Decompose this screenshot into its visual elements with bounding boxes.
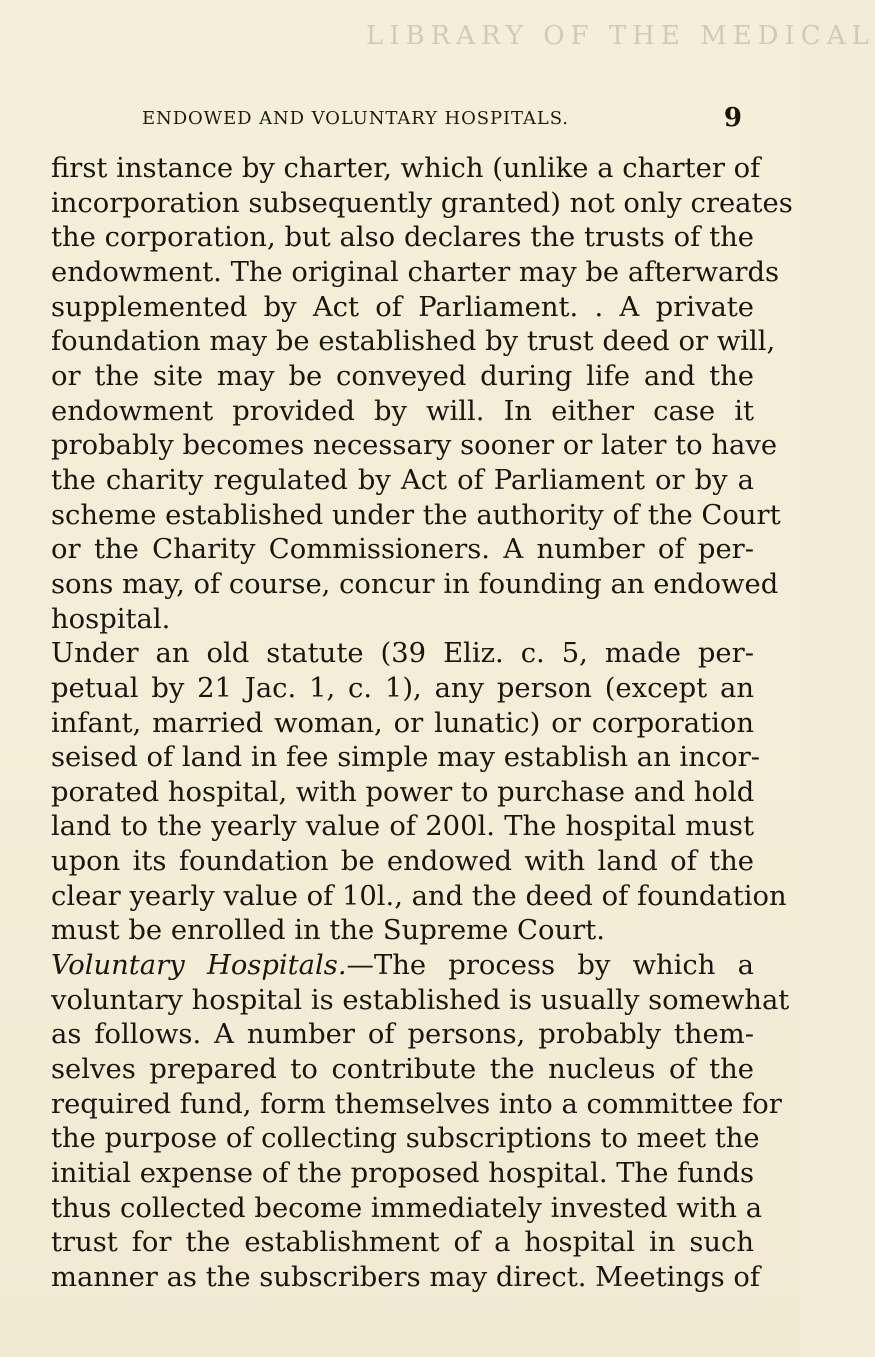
- text-line: infant, married woman, or lunatic) or corporation: [51, 707, 754, 739]
- text-line: porated hospital, with power to purchase and hold: [51, 776, 755, 808]
- text-line: scheme established under the authority of the Court: [51, 499, 781, 531]
- text-line: thus collected become immediately invested with a: [51, 1192, 763, 1224]
- library-stamp: LIBRARY OF THE MEDICAL: [366, 21, 875, 51]
- text-line: incorporation subsequently granted) not only creates: [51, 187, 793, 219]
- text-line: or the site may be conveyed during life and the: [51, 360, 754, 392]
- text-line: petual by 21 Jac. 1, c. 1), any person (except an: [51, 672, 754, 704]
- text-line: foundation may be established by trust deed or will,: [51, 326, 776, 358]
- text-line: endowment provided by will. In either case it: [51, 395, 754, 427]
- section-heading: Voluntary Hospitals.: [51, 950, 347, 982]
- body-text: [51, 152, 793, 1296]
- text-line: required fund, form themselves into a committee for: [51, 1088, 782, 1120]
- text-line: upon its foundation be endowed with land of the: [51, 846, 754, 878]
- text-line: or the Charity Commissioners. A number of per-: [51, 534, 754, 566]
- text-line: initial expense of the proposed hospital. The funds: [51, 1158, 755, 1190]
- running-head: [142, 102, 742, 134]
- text-line: selves prepared to contribute the nucleus of the: [51, 1054, 754, 1086]
- text-line: must be enrolled in the Supreme Court.: [51, 915, 605, 947]
- text-line: trust for the establishment of a hospital in such: [51, 1227, 754, 1259]
- text-line: first instance by charter, which (unlike a charter of: [51, 153, 761, 184]
- running-head-title: ENDOWED AND VOLUNTARY HOSPITALS.: [142, 107, 569, 129]
- text-line: the charity regulated by Act of Parliament or by a: [51, 464, 754, 496]
- text-line: as follows. A number of persons, probably them-: [51, 1019, 754, 1051]
- text-line: supplemented by Act of Parliament. . A private: [51, 291, 754, 323]
- text-line: manner as the subscribers may direct. Meetings of: [51, 1262, 760, 1293]
- section-lead-text: —The process by which a: [346, 950, 754, 982]
- text-line: voluntary hospital is established is usually somewhat: [51, 984, 790, 1016]
- text-line: seised of land in fee simple may establish an incor-: [51, 742, 761, 774]
- text-line: Under an old statute (39 Eliz. c. 5, made per-: [51, 638, 754, 670]
- text-line: sons may, of course, concur in founding an endowed: [51, 568, 779, 600]
- text-line: endowment. The original charter may be afterwards: [51, 256, 780, 288]
- text-line-section-start: [51, 949, 754, 984]
- text-line: land to the yearly value of 200l. The hospital must: [51, 811, 754, 843]
- text-line: clear yearly value of 10l., and the deed of foundation: [51, 880, 787, 912]
- text-line: probably becomes necessary sooner or later to have: [51, 430, 778, 462]
- text-line: hospital.: [51, 603, 171, 635]
- text-line: the purpose of collecting subscriptions to meet the: [51, 1123, 760, 1155]
- page-number: 9: [723, 103, 742, 133]
- text-line: the corporation, but also declares the trusts of the: [51, 222, 754, 254]
